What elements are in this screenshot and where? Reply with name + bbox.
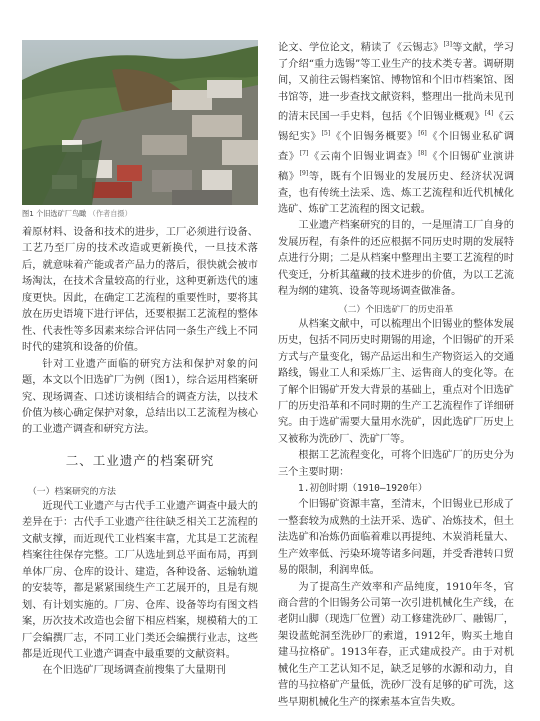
left-paragraph-4: 在个旧选矿厂现场调查前搜集了大量期刊 [42,665,226,677]
aerial-photo-gejiu-mill [22,40,258,205]
ref-5: [5] [321,130,331,138]
ref-8: [8] [418,149,427,157]
subsection-heading-2: （二）个旧选矿厂的历史沿革 [338,304,454,315]
right-paragraph-3: 从档案文献中，可以梳理出个旧锡业的整体发展历史，包括不同历史时期锡的用途，个旧锡矿的开采方式与产量变化，锡产品运出和生产物资运入的交通路线，锡业工人和采炼厂主、运售商人的变化等。在了解个旧锡矿开发大背景的基础上，重点对个旧选矿厂的历史沿革和不同时期的生产工艺流程作了详细研究。由于选矿需要大量用水洗矿，因此选矿厂历史上又被称为洗砂厂、洗矿厂等。 [278,318,514,445]
right-column [278,37,514,711]
right-paragraph-4: 根据工艺流程变化，可将个旧选矿厂的历史分为三个主要时期： [278,450,514,478]
caption-label: 图1 个旧选矿厂鸟瞰 [22,209,87,218]
ref-3: [3] [443,41,452,48]
right-paragraph-1: 论文、学位论文，精读了《云锡志》[3]等文献，学习了介绍“重力选锡”等工业生产的技术类专著。调研期间，又前往云锡档案馆、博物馆和个旧市档案馆、图书馆等，进一步查找文献资料，整理出一批尚未见刊的清末民国一手史料，包括《个旧锡业概观》[4]《云锡纪实》[5]《个旧锡务概要》[6]《个旧锡业私矿调查》[7]《云南个旧锡业调查》[8]《个旧锡矿业演讲稿》[9]等，既有个旧锡业的发展历史、经济状况调查，也有传统土法采、选、炼工艺流程和近代机械化选矿、炼矿工艺流程的图文记载。 [278,41,515,216]
right-paragraph-2: 工业遗产档案研究的目的，一是厘清工厂自身的发展历程，有条件的还应根据不同历史时期的发展特点进行分期；二是从档案中整理出主要工艺流程的时代变迁，分析其蕴藏的技术进步的价值，为以工艺流程为纲的建筑、设备等现场调查做准备。 [278,220,514,298]
ref-4: [4] [484,110,494,118]
ref-7: [7] [299,149,309,157]
left-paragraph-1: 着原材料、设备和技术的进步，工厂必须进行设备、工艺乃至厂房的技术改造或更新换代，一旦技术落后，就意味着产能或者产品力的落后，很快就会被市场淘汰，在技术含量较高的行业，这种更新迭代的速度更快。因此，在确定工艺流程的重要性时，要将其放在历史语境下进行评估，还要根据工艺流程的整体性、代表性等多因素来综合评估同一条生产线上不同时代的建筑和设备的价值。 [22,227,258,354]
caption-author: （作者自摄） [88,209,132,218]
section-heading: 二、工业遗产的档案研究 [65,452,215,468]
subsection-heading-1: （一）档案研究的方法 [28,486,116,497]
ref-9: [9] [299,169,309,177]
period-heading-1: 1.初创时期（1910—1920年） [298,483,428,495]
left-paragraph-2: 针对工业遗产面临的研究方法和保护对象的问题，本文以个旧选矿厂为例（图1），综合运用档案研究、现场调查、口述访谈相结合的调查方法，以技术价值为核心确定保护对象，总结出以工艺流程为核心的工业遗产调查和研究方法。 [22,358,258,436]
right-paragraph-6: 为了提高生产效率和产品纯度，1910年冬，官商合营的个旧锡务公司第一次引进机械化生产线，在老阴山脚（现选厂位置）动工修建洗砂厂、融锡厂，架设蓝蛇洞至洗砂厂的索道，1912年，购买土地自建马拉格矿。1913年春，正式建成投产。由于对机械化生产工艺认知不足，缺乏足够的水源和动力，自营的马拉格矿产量低，洗砂厂没有足够的矿可洗，这些早期机械化生产的探索基本宣告失败。 [278,581,514,708]
ref-6: [6] [418,130,427,138]
figure-caption [22,209,132,219]
right-paragraph-5: 个旧锡矿资源丰富，至清末，个旧锡业已形成了一整套较为成熟的土法开采、选矿、冶炼技术，但土法选矿和冶炼仍面临着难以再提纯、木炭消耗量大、生产效率低、污染环境等诸多问题，并受香港转口贸易的限制，利润卑低。 [278,499,514,577]
left-column [22,225,258,680]
left-paragraph-3: 近现代工业遗产与古代手工业遗产调查中最大的差异在于：古代手工业遗产往往缺乏相关工艺流程的文献支撑，而近现代工业档案丰富，尤其是工艺流程档案往往保存完整。工厂从选址到总平面布局，再到单体厂房、仓库的设计、建造，各种设备、运输轨道的安装等，都是紧紧围绕生产工艺展开的，且是有规划、有计划实施的。厂房、仓库、设备等均有图文档案，历次技术改造也会留下相应档案，规模稍大的工厂会编撰厂志，不同工业门类还会编撰行业志，这些都是近现代工业遗产调查中最重要的文献资料。 [22,500,258,660]
